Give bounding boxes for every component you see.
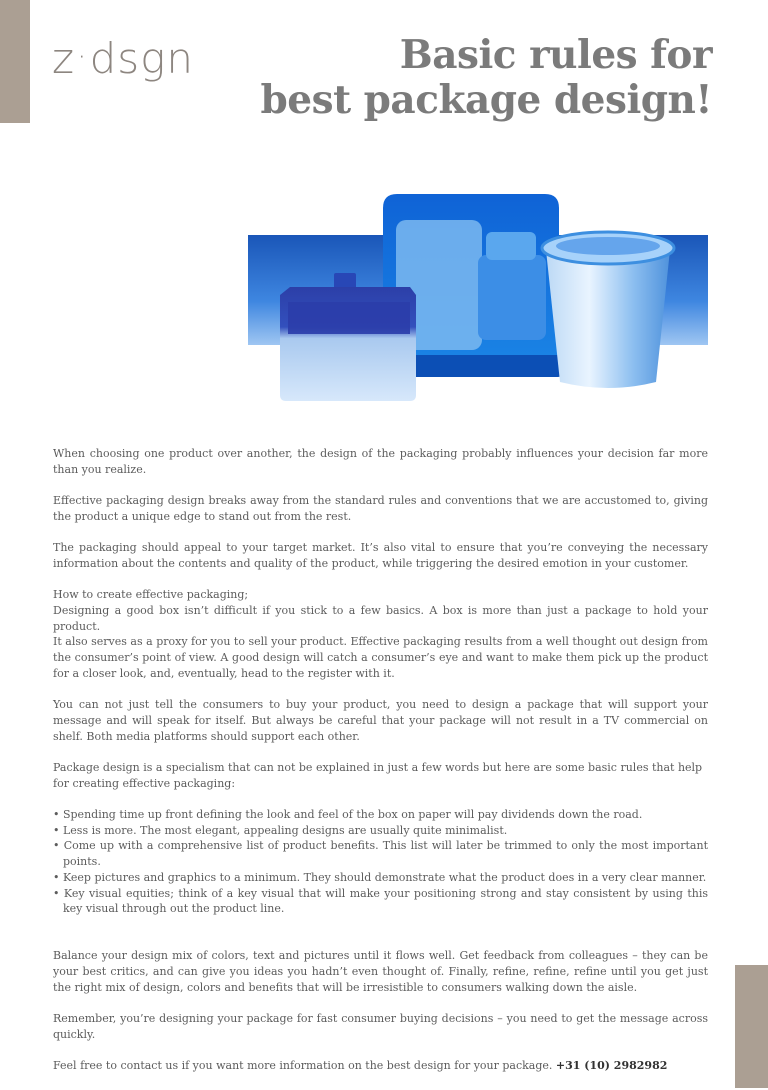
clear-square-box-package <box>280 273 416 401</box>
packaging-product-illustration <box>248 150 708 440</box>
article-body <box>53 446 708 1090</box>
spacer <box>53 933 708 949</box>
paragraph-proxy: It also serves as a proxy for you to sell your product. Effective packaging results from a well thought out design from the consumer’s point of view. A good design will catch a consumer’s eye and want to make them pick up the product for a closer look, and, eventually, head to the register with it. <box>53 635 708 680</box>
list-item: • Come up with a comprehensive list of product benefits. This list will later be trimmed to only the most important points. <box>53 839 708 869</box>
contact-text: Feel free to contact us if you want more information on the best design for your package. <box>53 1059 553 1073</box>
phone-number: +31 (10) 2982982 <box>555 1059 668 1073</box>
title-line-1: Basic rules for <box>399 32 712 78</box>
page-title <box>261 33 712 123</box>
paragraph-contact <box>53 1058 708 1074</box>
list-item: • Key visual equities; think of a key visual that will make your positioning strong and stay consistent by using this key visual through out the product line. <box>53 886 708 916</box>
paragraph-fast-decisions: Remember, you’re designing your package for fast consumer buying decisions – you need to get the message across quickly. <box>53 1012 708 1041</box>
side-accent-bar-bottom <box>735 965 768 1088</box>
paragraph-specialism-line-2: for creating effective packaging: <box>53 776 236 790</box>
list-item: • Spending time up front defining the look and feel of the box on paper will pay dividends down the road. <box>53 808 643 822</box>
paragraph-good-box: Designing a good box isn’t difficult if you stick to a few basics. A box is more than just a package to hold your product. <box>53 603 708 633</box>
paragraph-intro: When choosing one product over another, the design of the packaging probably influences your decision far more than you realize. <box>53 447 708 476</box>
zdsgn-logo: z·dsgn <box>52 34 194 83</box>
list-item: • Less is more. The most elegant, appealing designs are usually quite minimalist. <box>53 823 508 837</box>
paragraph-specialism-line-1: Package design is a specialism that can not be explained in just a few words but here are some basic rules that help <box>53 760 703 774</box>
section-heading-how-to: How to create effective packaging; <box>53 588 249 602</box>
paragraph-effective-design: Effective packaging design breaks away from the standard rules and conventions that we are accustomed to, giving the product a unique edge to stand out from the rest. <box>53 494 708 523</box>
paragraph-target-market: The packaging should appeal to your target market. It’s also vital to ensure that you’re conveying the necessary information about the contents and quality of the product, while triggering the desired emotion in your customer. <box>53 541 708 570</box>
round-cup-package <box>542 232 674 388</box>
paragraph-balance-mix: Balance your design mix of colors, text and pictures until it flows well. Get feedback from colleagues – they can be your best critics, and can give you ideas you hadn’t even thought of. Finally, refine, refine, refine until you get just the right mix of design, colors and benefits that will be irresistible to consumers walking down the aisle. <box>53 949 708 994</box>
title-line-2: best package design! <box>260 77 712 123</box>
paragraph-support-message: You can not just tell the consumers to buy your product, you need to design a package that will support your message and will speak for itself. But always be careful that your package will not result in a TV commercial on shelf. Both media platforms should support each other. <box>53 698 708 743</box>
basic-rules-list <box>53 807 708 917</box>
list-item: • Keep pictures and graphics to a minimum. They should demonstrate what the product does in a very clear manner. <box>53 870 707 884</box>
side-accent-bar-top <box>0 0 30 123</box>
